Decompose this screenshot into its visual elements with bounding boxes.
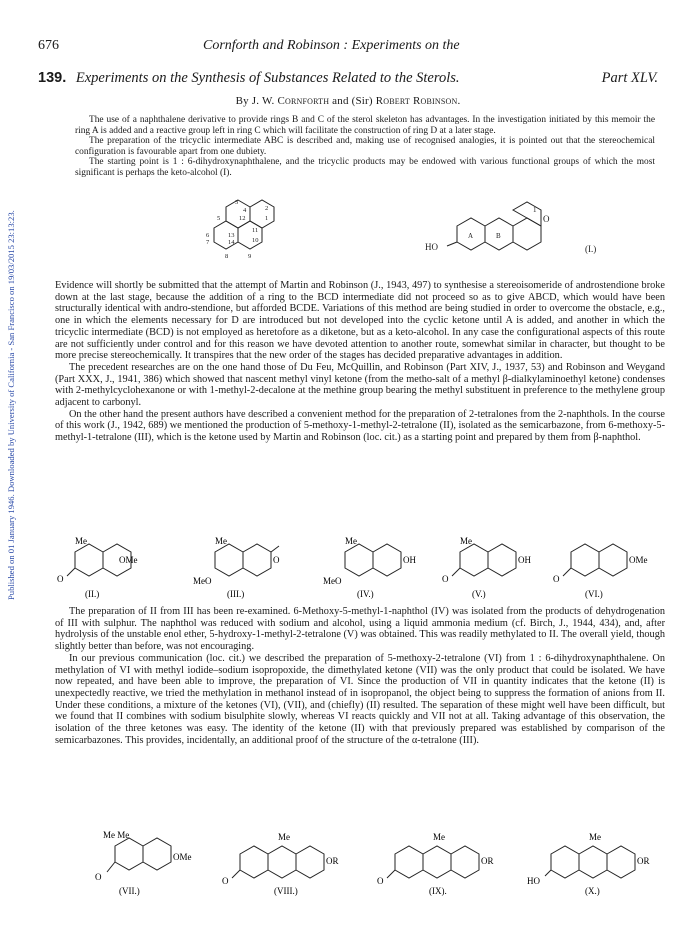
methoxy-label: MeO <box>323 576 342 586</box>
compound-label: (VI.) <box>585 589 603 599</box>
oxo-label: O <box>543 214 550 224</box>
body-paragraph: On the other hand the present authors have described a convenient method for the preparation of 2-tetralones from the 2-naphthols. In the course of this work (J., 1942, 689) we mentioned the production of 5-methoxy-1-methyl-2-tetralone (II), isolated as the semicarbazone, from 6-methoxy-5-methyl-1-tetralone (III), which is the ketone used by Martin and Robinson (loc. cit.) as a starting point and prepared by them from β-naphthol. <box>55 408 665 444</box>
compound-label: (II.) <box>85 589 100 599</box>
running-title: Cornforth and Robinson : Experiments on the <box>203 38 460 53</box>
side-download-note <box>6 80 20 600</box>
compound-label: (VII.) <box>119 886 140 896</box>
position-label: 1 <box>533 206 537 214</box>
atom-number: 4 <box>243 207 247 214</box>
methyl-label: Me <box>589 832 601 842</box>
ring-b-label: B <box>496 232 501 240</box>
methyl-label: Me <box>345 536 357 546</box>
methyl-label: Me <box>215 536 227 546</box>
abstract-paragraph: The starting point is 1 : 6-dihydroxynaphthalene, and the tricyclic products may be endowed with various functional groups of which the most significant is perhaps the keto-alcohol (I). <box>75 157 655 178</box>
abstract <box>75 115 655 179</box>
alkoxy-label: OR <box>637 856 650 866</box>
page-number: 676 <box>38 38 59 53</box>
ho-label: HO <box>425 242 438 252</box>
oxo-label: O <box>553 574 560 584</box>
running-header <box>38 38 658 56</box>
oxo-label: O <box>95 872 102 882</box>
atom-number: 3 <box>235 199 239 206</box>
structure-III <box>175 530 295 600</box>
atom-number: 8 <box>225 253 229 260</box>
oxo-label: O <box>222 876 229 886</box>
methoxy-label: OMe <box>173 852 192 862</box>
methyl-label: Me <box>75 536 87 546</box>
structure-VI <box>545 530 665 600</box>
body-paragraph: The precedent researches are on the one hand those of Du Feu, McQuillin, and Robinson (Part XIV, J., 1937, 53) and Robinson and Weygand (Part XXX, J., 1941, 386) which showed that nascent methyl vinyl ketone (from the metho-salt of a methyl β-dialkylaminoethyl ketone) condenses with 2-methylcyclohexanone or with 1-methyl-2-decalone at the methine group bearing the methyl substituent in preference to the methylene group adjacent to carbonyl. <box>55 361 665 409</box>
methyl-label: Me <box>278 832 290 842</box>
methoxy-label: MeO <box>193 576 212 586</box>
compound-label: (IX). <box>429 886 447 896</box>
body-text <box>55 280 665 444</box>
atom-number: 1 <box>265 215 269 222</box>
author-2: Robert Robinson. <box>375 95 461 107</box>
body-paragraph: The preparation of II from III has been re-examined. 6-Methoxy-5-methyl-1-naphthol (IV) was isolated from the products of dehydrogenation of III with sulphur. The naphthol was reduced with sodium and alcohol, using a liquid ammonia medium (cf. Birch, J., 1944, 434), and, after hydrolysis of the unstable enol ether, 5-hydroxy-1-methyl-2-tetralone (V) was obtained. This was readily methylated to II. The overall yield, though slightly better than before, was not encouraging. <box>55 606 665 653</box>
structure-IX <box>375 824 515 898</box>
body-text-continued <box>55 606 665 746</box>
structure-II <box>55 530 175 600</box>
atom-number: 14 <box>228 239 235 246</box>
oxo-label: O <box>442 574 449 584</box>
compound-label: (IV.) <box>357 589 374 599</box>
dimethyl-label: Me Me <box>103 830 130 840</box>
compound-label: (III.) <box>227 589 245 599</box>
structure-VII <box>75 824 205 898</box>
abstract-paragraph: The preparation of the tricyclic intermediate ABC is described and, making use of recognised analogies, it is pointed out that the stereochemical configuration is favourable apart from one dubiety. <box>75 136 655 157</box>
structure-VIII <box>220 824 360 898</box>
article-part: Part XLV. <box>601 70 658 86</box>
byline <box>0 95 696 107</box>
oxo-label: O <box>377 876 384 886</box>
atom-number: 9 <box>248 253 252 260</box>
abstract-paragraph: The use of a naphthalene derivative to provide rings B and C of the sterol skeleton has advantages. In the investigation initiated by this memoir the ring A is added and a reactive group left in ring C which will facilitate the construction of ring D at a later stage. <box>75 115 655 136</box>
atom-number: 11 <box>252 227 259 234</box>
byline-and: and (Sir) <box>332 95 373 107</box>
structures-row-VII-X <box>55 824 665 898</box>
hydroxy-label: OH <box>403 555 416 565</box>
methoxy-label: OMe <box>629 555 648 565</box>
keto-alcohol-structure-I <box>395 196 655 266</box>
article-title-text: Experiments on the Synthesis of Substances Related to the Sterols. <box>75 70 460 86</box>
atom-number: 12 <box>239 215 246 222</box>
methyl-label: Me <box>460 536 472 546</box>
ring-a-label: A <box>468 232 474 240</box>
compound-label: (X.) <box>585 886 600 896</box>
atom-number: 7 <box>206 239 210 246</box>
compound-label: (V.) <box>472 589 486 599</box>
steroid-numbering-diagram <box>190 196 310 268</box>
atom-number: 10 <box>252 237 259 244</box>
atom-number: 6 <box>206 232 210 239</box>
hydroxy-label: HO <box>527 876 540 886</box>
structure-IV <box>305 530 425 600</box>
methyl-label: Me <box>433 832 445 842</box>
structures-row-II-VI <box>55 530 665 600</box>
structure-X <box>525 824 665 898</box>
article-number: 139. <box>38 70 67 86</box>
oxo-label: O <box>57 574 64 584</box>
body-paragraph: Evidence will shortly be submitted that the attempt of Martin and Robinson (J., 1943, 497) to synthesise a stereoisomeride of androstendione broke down at the last stage, because the addition of a ring to the BCD intermediate did not proceed so as to give ABCD, which would have been structurally identical with andro-stendione, but afforded BCDE. Variations of this method are being studied in order to overcome the obstacle, e.g., one in which the elements necessary for D are introduced but not developed into the cyclic ketone until A is added, and another in which the tricyclic intermediate (BCD) is not employed as heretofore as a diketone, but as a keto-alcohol. In any case the configurational aspects of this route are not sufficiently under control and for this reason we have devoted attention to another route, somewhat similar in character, but thought to be more precise stereochemically. It transpires that the new order of the stages has decided preparative advantages in addition. <box>55 280 665 362</box>
alkoxy-label: OR <box>481 856 494 866</box>
side-note-text: Published on 01 January 1946. Downloaded by University of California - San Francisco on 19/03/2015 23:13:23. <box>6 210 16 600</box>
alkoxy-label: OR <box>326 856 339 866</box>
hydroxy-label: OH <box>518 555 531 565</box>
atom-number: 13 <box>228 232 235 239</box>
methoxy-label: OMe <box>119 555 138 565</box>
atom-number: 5 <box>217 215 221 222</box>
body-paragraph: In our previous communication (loc. cit.) we described the preparation of 5-methoxy-2-tetralone (VI) from 1 : 6-dihydroxynaphthalene. On methylation of VI with methyl iodide–sodium isopropoxide, the dimethylated ketone (VII) was the only product that could be isolated. We have now repeated, and have been able to improve, the preparation of VI. Since the production of VII in quantity indicates that the ketone (II) is unexpectedly reactive, we tried the methylation in methanol instead of in isopropanol, the object being to suppress the formation of anions from II. Under these conditions, a mixture of the ketones (VI), (VII), and (chiefly) (II) resulted. The separation of these might well have been difficult, but we found that II combines with sodium bisulphite slowly, whereas VI reacts quickly and VII not at all. Taking advantage of this observation, the isolation of the three ketones was easy. The identity of the ketone (II) with that previously prepared was established by comparison of the semicarbazones. This provides, incidentally, an additional proof of the structure of the α-tetralone (III). <box>55 652 665 746</box>
author-1: Cornforth <box>277 95 330 107</box>
atom-number: 2 <box>265 205 269 212</box>
oxo-label: O <box>273 555 280 565</box>
compound-label-I: (I.) <box>585 244 597 254</box>
compound-label: (VIII.) <box>274 886 298 896</box>
article-title <box>38 70 658 87</box>
byline-by: By J. W. <box>235 95 275 107</box>
structure-V <box>430 530 550 600</box>
